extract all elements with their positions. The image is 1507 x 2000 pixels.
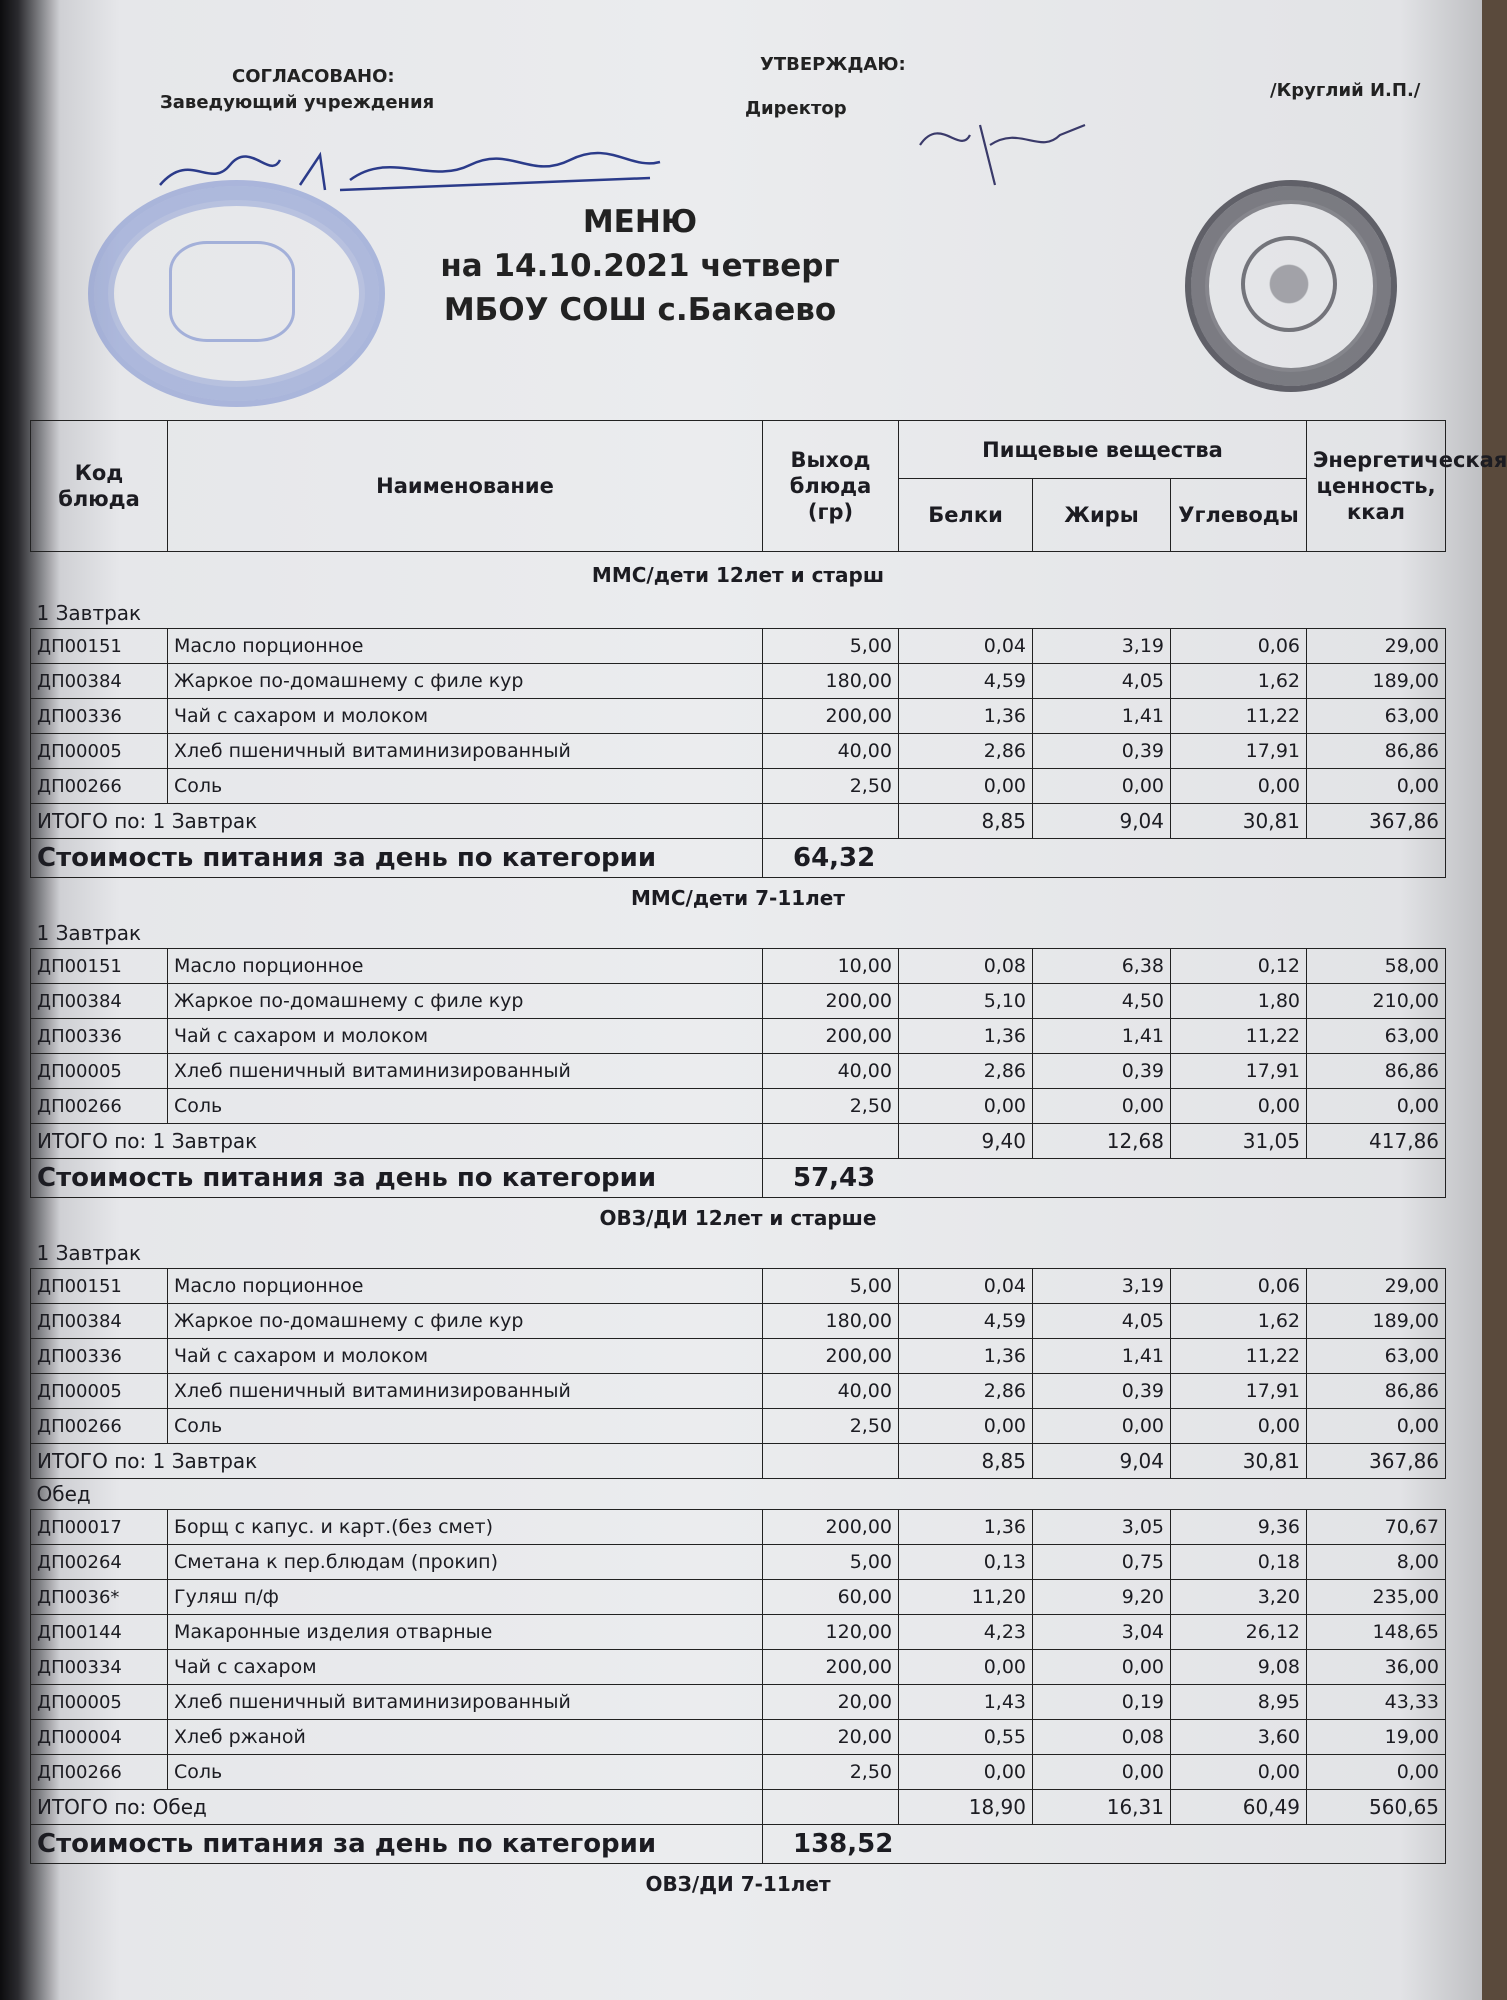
group-title: ОВЗ/ДИ 12лет и старше [599, 1206, 877, 1230]
total-protein: 18,90 [899, 1790, 1033, 1825]
dish-yield: 2,50 [763, 1409, 899, 1444]
dish-protein: 11,20 [899, 1580, 1033, 1615]
dish-row [31, 1720, 1446, 1755]
dish-kcal: 0,00 [1307, 769, 1446, 804]
dish-fat: 1,41 [1033, 1339, 1171, 1374]
meal-title: 1 Завтрак [31, 598, 1446, 629]
dish-name: Жаркое по-домашнему с филе кур [168, 984, 763, 1019]
dish-yield: 5,00 [763, 1545, 899, 1580]
dish-name: Борщ с капус. и карт.(без смет) [168, 1510, 763, 1545]
dish-row [31, 1580, 1446, 1615]
dish-kcal: 148,65 [1307, 1615, 1446, 1650]
dish-row [31, 769, 1446, 804]
dish-carbs: 11,22 [1171, 1339, 1307, 1374]
dish-yield: 200,00 [763, 984, 899, 1019]
dish-row [31, 1374, 1446, 1409]
dish-row [31, 1054, 1446, 1089]
dish-kcal: 0,00 [1307, 1409, 1446, 1444]
total-kcal: 417,86 [1307, 1124, 1446, 1159]
group-title: ММС/дети 12лет и старш [591, 563, 885, 587]
meal-title: 1 Завтрак [31, 918, 1446, 949]
dish-carbs: 17,91 [1171, 1054, 1307, 1089]
dish-carbs: 0,12 [1171, 949, 1307, 984]
dish-carbs: 0,06 [1171, 629, 1307, 664]
dish-name: Масло порционное [168, 1269, 763, 1304]
dish-name: Хлеб пшеничный витаминизированный [168, 1374, 763, 1409]
dish-row [31, 1304, 1446, 1339]
dish-row [31, 1755, 1446, 1790]
dish-name: Жаркое по-домашнему с филе кур [168, 1304, 763, 1339]
total-yield-empty [763, 1444, 899, 1479]
dish-kcal: 63,00 [1307, 1339, 1446, 1374]
dish-name: Масло порционное [168, 949, 763, 984]
cost-value: 138,52 [763, 1825, 1446, 1864]
dish-protein: 1,36 [899, 1019, 1033, 1054]
dish-protein: 4,59 [899, 1304, 1033, 1339]
dish-name: Хлеб пшеничный витаминизированный [168, 734, 763, 769]
header-fat: Жиры [1033, 479, 1171, 552]
dish-name: Чай с сахаром и молоком [168, 699, 763, 734]
dish-protein: 4,59 [899, 664, 1033, 699]
dish-name: Соль [168, 1755, 763, 1790]
dish-protein: 5,10 [899, 984, 1033, 1019]
dish-row [31, 1685, 1446, 1720]
signature-right-drawing [910, 105, 1090, 200]
dish-kcal: 29,00 [1307, 629, 1446, 664]
dish-fat: 0,00 [1033, 1650, 1171, 1685]
dish-yield: 200,00 [763, 699, 899, 734]
dish-name: Чай с сахаром [168, 1650, 763, 1685]
dish-kcal: 86,86 [1307, 734, 1446, 769]
total-label: ИТОГО по: 1 Завтрак [31, 804, 763, 839]
dish-code: ДП00005 [31, 1374, 168, 1409]
dish-carbs: 17,91 [1171, 1374, 1307, 1409]
title-line-date: на 14.10.2021 четверг [440, 248, 840, 284]
document-title [390, 200, 890, 332]
dish-code: ДП00151 [31, 1269, 168, 1304]
dish-yield: 5,00 [763, 1269, 899, 1304]
dish-protein: 0,04 [899, 629, 1033, 664]
dish-kcal: 8,00 [1307, 1545, 1446, 1580]
dish-yield: 200,00 [763, 1510, 899, 1545]
dish-row [31, 1089, 1446, 1124]
header-code: Код блюда [31, 421, 168, 552]
dish-yield: 200,00 [763, 1019, 899, 1054]
dish-row [31, 1269, 1446, 1304]
header-name: Наименование [168, 421, 763, 552]
dish-row [31, 1510, 1446, 1545]
dish-code: ДП00384 [31, 1304, 168, 1339]
dish-code: ДП00151 [31, 949, 168, 984]
dish-kcal: 0,00 [1307, 1755, 1446, 1790]
dish-yield: 2,50 [763, 769, 899, 804]
dish-carbs: 0,00 [1171, 769, 1307, 804]
dish-code: ДП00004 [31, 1720, 168, 1755]
dish-carbs: 1,62 [1171, 664, 1307, 699]
dish-fat: 4,05 [1033, 1304, 1171, 1339]
dish-code: ДП00005 [31, 734, 168, 769]
dish-kcal: 63,00 [1307, 1019, 1446, 1054]
dish-code: ДП00336 [31, 1019, 168, 1054]
dish-protein: 4,23 [899, 1615, 1033, 1650]
header-nutrients: Пищевые вещества [899, 421, 1307, 479]
header-energy: Энергетическая ценность, ккал [1307, 421, 1446, 552]
dish-row [31, 1019, 1446, 1054]
dish-yield: 180,00 [763, 664, 899, 699]
dish-name: Гуляш п/ф [168, 1580, 763, 1615]
total-carbs: 31,05 [1171, 1124, 1307, 1159]
dish-code: ДП00336 [31, 1339, 168, 1374]
dish-yield: 200,00 [763, 1650, 899, 1685]
dish-kcal: 235,00 [1307, 1580, 1446, 1615]
dish-name: Чай с сахаром и молоком [168, 1019, 763, 1054]
cost-label: Стоимость питания за день по категории [31, 1159, 763, 1198]
dish-carbs: 1,62 [1171, 1304, 1307, 1339]
dish-fat: 3,19 [1033, 1269, 1171, 1304]
total-kcal: 367,86 [1307, 804, 1446, 839]
dish-fat: 4,50 [1033, 984, 1171, 1019]
total-kcal: 560,65 [1307, 1790, 1446, 1825]
dish-fat: 1,41 [1033, 699, 1171, 734]
dish-code: ДП0036* [31, 1580, 168, 1615]
dish-kcal: 0,00 [1307, 1089, 1446, 1124]
dish-row [31, 1409, 1446, 1444]
total-fat: 9,04 [1033, 804, 1171, 839]
total-fat: 12,68 [1033, 1124, 1171, 1159]
dish-yield: 40,00 [763, 734, 899, 769]
dish-fat: 6,38 [1033, 949, 1171, 984]
total-yield-empty [763, 804, 899, 839]
dish-kcal: 189,00 [1307, 1304, 1446, 1339]
dish-carbs: 0,18 [1171, 1545, 1307, 1580]
total-label: ИТОГО по: 1 Завтрак [31, 1444, 763, 1479]
dish-kcal: 86,86 [1307, 1054, 1446, 1089]
dish-carbs: 0,00 [1171, 1409, 1307, 1444]
cost-label: Стоимость питания за день по категории [31, 839, 763, 878]
title-line-menu: МЕНЮ [582, 204, 698, 240]
dish-code: ДП00266 [31, 1089, 168, 1124]
dish-name: Чай с сахаром и молоком [168, 1339, 763, 1374]
meal-title: 1 Завтрак [31, 1238, 1446, 1269]
dish-code: ДП00266 [31, 1755, 168, 1790]
title-line-school: МБОУ СОШ с.Бакаево [443, 292, 837, 328]
dish-carbs: 1,80 [1171, 984, 1307, 1019]
header-protein: Белки [899, 479, 1033, 552]
dish-code: ДП00005 [31, 1685, 168, 1720]
dish-fat: 0,00 [1033, 769, 1171, 804]
seal-left-stamp [88, 180, 385, 407]
dish-yield: 40,00 [763, 1054, 899, 1089]
dish-name: Хлеб пшеничный витаминизированный [168, 1054, 763, 1089]
dish-row [31, 949, 1446, 984]
dish-fat: 4,05 [1033, 664, 1171, 699]
dish-code: ДП00264 [31, 1545, 168, 1580]
dish-name: Макаронные изделия отварные [168, 1615, 763, 1650]
dish-protein: 0,00 [899, 1755, 1033, 1790]
dish-yield: 40,00 [763, 1374, 899, 1409]
dish-yield: 5,00 [763, 629, 899, 664]
dish-protein: 0,00 [899, 1409, 1033, 1444]
dish-fat: 9,20 [1033, 1580, 1171, 1615]
dish-name: Соль [168, 1409, 763, 1444]
total-carbs: 30,81 [1171, 804, 1307, 839]
dish-protein: 0,00 [899, 1650, 1033, 1685]
dish-yield: 2,50 [763, 1089, 899, 1124]
total-label: ИТОГО по: Обед [31, 1790, 763, 1825]
cost-label: Стоимость питания за день по категории [31, 1825, 763, 1864]
dish-carbs: 11,22 [1171, 1019, 1307, 1054]
dish-name: Соль [168, 1089, 763, 1124]
meal-title: Обед [31, 1479, 1446, 1510]
dish-row [31, 984, 1446, 1019]
dish-carbs: 3,60 [1171, 1720, 1307, 1755]
dish-name: Сметана к пер.блюдам (прокип) [168, 1545, 763, 1580]
dish-row [31, 629, 1446, 664]
dish-fat: 0,39 [1033, 1374, 1171, 1409]
total-fat: 16,31 [1033, 1790, 1171, 1825]
dish-protein: 1,36 [899, 1510, 1033, 1545]
dish-code: ДП00266 [31, 1409, 168, 1444]
dish-fat: 0,75 [1033, 1545, 1171, 1580]
seal-right-stamp [1185, 180, 1397, 392]
dish-protein: 0,55 [899, 1720, 1033, 1755]
dish-carbs: 9,36 [1171, 1510, 1307, 1545]
dish-fat: 3,05 [1033, 1510, 1171, 1545]
dish-kcal: 189,00 [1307, 664, 1446, 699]
dish-code: ДП00384 [31, 984, 168, 1019]
dish-row [31, 1545, 1446, 1580]
approved-right-name: /Круглий И.П./ [1270, 80, 1421, 101]
total-protein: 9,40 [899, 1124, 1033, 1159]
total-carbs: 60,49 [1171, 1790, 1307, 1825]
dish-code: ДП00151 [31, 629, 168, 664]
dish-fat: 1,41 [1033, 1019, 1171, 1054]
dish-protein: 0,00 [899, 1089, 1033, 1124]
dish-name: Масло порционное [168, 629, 763, 664]
dish-name: Жаркое по-домашнему с филе кур [168, 664, 763, 699]
dish-kcal: 70,67 [1307, 1510, 1446, 1545]
dish-code: ДП00384 [31, 664, 168, 699]
dish-carbs: 0,06 [1171, 1269, 1307, 1304]
dish-code: ДП00017 [31, 1510, 168, 1545]
dish-row [31, 1615, 1446, 1650]
dish-fat: 0,00 [1033, 1409, 1171, 1444]
dish-kcal: 63,00 [1307, 699, 1446, 734]
dish-kcal: 210,00 [1307, 984, 1446, 1019]
dish-protein: 2,86 [899, 1054, 1033, 1089]
header-carbs: Углеводы [1171, 479, 1307, 552]
dish-carbs: 0,00 [1171, 1755, 1307, 1790]
approved-right-title: УТВЕРЖДАЮ: [760, 54, 906, 75]
dish-row [31, 734, 1446, 769]
dish-fat: 0,39 [1033, 1054, 1171, 1089]
dish-yield: 60,00 [763, 1580, 899, 1615]
total-kcal: 367,86 [1307, 1444, 1446, 1479]
dish-carbs: 26,12 [1171, 1615, 1307, 1650]
total-label: ИТОГО по: 1 Завтрак [31, 1124, 763, 1159]
approved-right-role: Директор [745, 98, 847, 119]
dish-name: Соль [168, 769, 763, 804]
dish-yield: 20,00 [763, 1720, 899, 1755]
approved-left-title: СОГЛАСОВАНО: [232, 66, 395, 87]
dish-yield: 200,00 [763, 1339, 899, 1374]
dish-protein: 0,00 [899, 769, 1033, 804]
dish-yield: 120,00 [763, 1615, 899, 1650]
dish-code: ДП00144 [31, 1615, 168, 1650]
approved-left-role: Заведующий учреждения [160, 92, 435, 113]
dish-protein: 1,36 [899, 1339, 1033, 1374]
dish-row [31, 1339, 1446, 1374]
dish-kcal: 86,86 [1307, 1374, 1446, 1409]
total-protein: 8,85 [899, 1444, 1033, 1479]
dish-carbs: 9,08 [1171, 1650, 1307, 1685]
dish-fat: 0,19 [1033, 1685, 1171, 1720]
total-yield-empty [763, 1124, 899, 1159]
dish-code: ДП00005 [31, 1054, 168, 1089]
total-protein: 8,85 [899, 804, 1033, 839]
total-yield-empty [763, 1790, 899, 1825]
total-carbs: 30,81 [1171, 1444, 1307, 1479]
dish-kcal: 58,00 [1307, 949, 1446, 984]
cost-value: 57,43 [763, 1159, 1446, 1198]
menu-table [30, 420, 1507, 1904]
total-fat: 9,04 [1033, 1444, 1171, 1479]
dish-carbs: 3,20 [1171, 1580, 1307, 1615]
dish-carbs: 17,91 [1171, 734, 1307, 769]
dish-protein: 2,86 [899, 1374, 1033, 1409]
dish-yield: 10,00 [763, 949, 899, 984]
dish-fat: 3,04 [1033, 1615, 1171, 1650]
dish-carbs: 0,00 [1171, 1089, 1307, 1124]
dish-fat: 3,19 [1033, 629, 1171, 664]
dish-code: ДП00266 [31, 769, 168, 804]
dish-fat: 0,39 [1033, 734, 1171, 769]
dish-row [31, 1650, 1446, 1685]
dish-kcal: 29,00 [1307, 1269, 1446, 1304]
dish-protein: 0,13 [899, 1545, 1033, 1580]
header-yield: Выход блюда (гр) [763, 421, 899, 552]
dish-row [31, 664, 1446, 699]
dish-name: Хлеб пшеничный витаминизированный [168, 1685, 763, 1720]
dish-kcal: 43,33 [1307, 1685, 1446, 1720]
dish-yield: 180,00 [763, 1304, 899, 1339]
dish-fat: 0,08 [1033, 1720, 1171, 1755]
cost-value: 64,32 [763, 839, 1446, 878]
dish-protein: 0,04 [899, 1269, 1033, 1304]
dish-protein: 0,08 [899, 949, 1033, 984]
dish-name: Хлеб ржаной [168, 1720, 763, 1755]
dish-protein: 2,86 [899, 734, 1033, 769]
dish-carbs: 11,22 [1171, 699, 1307, 734]
dish-row [31, 699, 1446, 734]
dish-carbs: 8,95 [1171, 1685, 1307, 1720]
dish-protein: 1,43 [899, 1685, 1033, 1720]
group-title: ММС/дети 7-11лет [631, 886, 845, 910]
dish-fat: 0,00 [1033, 1089, 1171, 1124]
dish-code: ДП00336 [31, 699, 168, 734]
dish-fat: 0,00 [1033, 1755, 1171, 1790]
dish-protein: 1,36 [899, 699, 1033, 734]
dish-code: ДП00334 [31, 1650, 168, 1685]
dish-kcal: 19,00 [1307, 1720, 1446, 1755]
dish-kcal: 36,00 [1307, 1650, 1446, 1685]
dish-yield: 20,00 [763, 1685, 899, 1720]
dish-yield: 2,50 [763, 1755, 899, 1790]
group-title: ОВЗ/ДИ 7-11лет [645, 1872, 831, 1896]
